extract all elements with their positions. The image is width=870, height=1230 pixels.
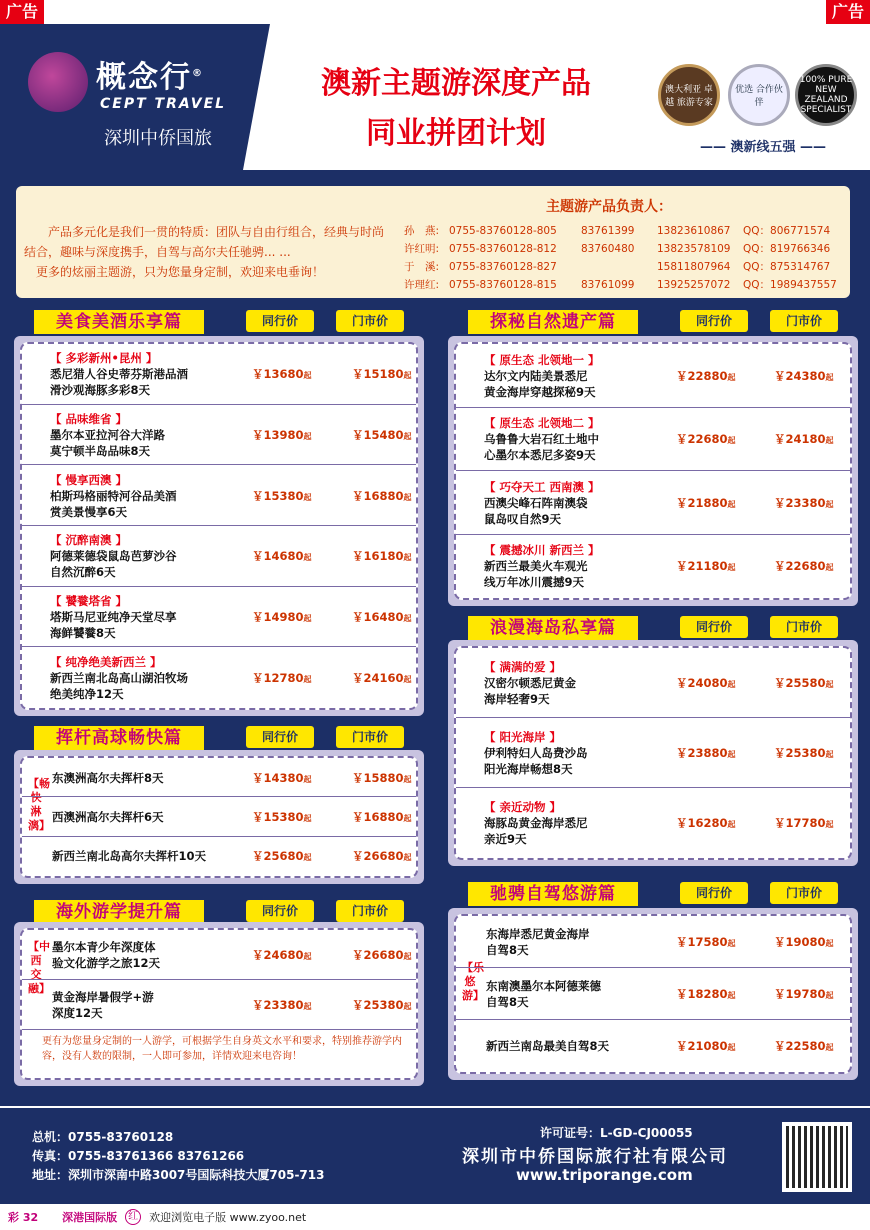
price-unit: 起 bbox=[825, 499, 834, 509]
price-unit: 起 bbox=[303, 613, 312, 623]
product-name: 东澳洲高尔夫挥杆8天 bbox=[52, 770, 164, 785]
price-value: ￥22580 bbox=[774, 1039, 826, 1053]
price-unit: 起 bbox=[727, 563, 736, 573]
top-five-label: —— 澳新线五强 —— bbox=[699, 140, 827, 155]
price-unit: 起 bbox=[303, 1002, 312, 1011]
price-value: ￥19780 bbox=[774, 987, 826, 1001]
price-value: ￥22680 bbox=[676, 432, 728, 447]
page-title: 澳新主题游深度产品 bbox=[321, 66, 591, 101]
product-row[interactable] bbox=[22, 587, 416, 648]
product-name: 新西兰南岛最美自驾8天 bbox=[486, 1039, 610, 1053]
product-row[interactable] bbox=[22, 647, 416, 708]
market-price bbox=[352, 670, 412, 686]
price-value: ￥25380 bbox=[352, 998, 404, 1012]
peer-price bbox=[252, 997, 312, 1013]
market-price bbox=[774, 934, 834, 950]
drive-product-box bbox=[448, 908, 858, 1080]
product-name-line2: 鼠岛叹自然9天 bbox=[484, 511, 562, 526]
price-unit: 起 bbox=[727, 680, 736, 689]
contact-fax: 83761399 bbox=[581, 225, 635, 237]
price-unit: 起 bbox=[727, 991, 736, 1000]
price-unit: 起 bbox=[727, 499, 736, 509]
price-value: ￥15880 bbox=[352, 770, 404, 785]
price-value: ￥24680 bbox=[252, 948, 304, 962]
product-name: 柏斯玛格丽特河谷品美酒 bbox=[50, 488, 177, 503]
price-unit: 起 bbox=[825, 1043, 834, 1052]
contact-name: 许红明: bbox=[404, 243, 440, 255]
peer-price bbox=[676, 495, 736, 511]
price-unit: 起 bbox=[403, 371, 412, 381]
golf-product-box bbox=[14, 750, 424, 884]
product-name-line2: 莫宁顿半岛品味8天 bbox=[50, 443, 151, 458]
site-link[interactable]: 欢迎浏览电子版 www.zyoo.net bbox=[149, 1211, 307, 1224]
market-price bbox=[774, 1038, 834, 1054]
product-row[interactable] bbox=[22, 980, 416, 1030]
nature-product-box bbox=[448, 336, 858, 606]
price-unit: 起 bbox=[727, 939, 736, 948]
product-tag: 【 阳光海岸 】 bbox=[484, 730, 562, 744]
price-unit: 起 bbox=[727, 1043, 736, 1052]
peer-price bbox=[676, 815, 736, 831]
price-unit: 起 bbox=[825, 372, 834, 382]
product-name: 西澳洲高尔夫挥杆6天 bbox=[52, 809, 164, 824]
price-value: ￥15380 bbox=[252, 809, 304, 824]
market-price bbox=[774, 558, 834, 574]
product-row[interactable] bbox=[456, 788, 850, 858]
product-name-line2: 自然沉醉6天 bbox=[50, 565, 116, 580]
product-row[interactable] bbox=[456, 648, 850, 718]
price-unit: 起 bbox=[825, 939, 834, 948]
price-unit: 起 bbox=[403, 613, 412, 623]
market-price bbox=[352, 770, 412, 786]
product-name: 西澳尖峰石阵南澳袋 bbox=[484, 495, 588, 510]
logo-icon bbox=[28, 52, 88, 112]
contact-qq: QQ：806771574 bbox=[743, 225, 831, 237]
price-unit: 起 bbox=[825, 750, 834, 759]
company-name: 深圳市中侨国际旅行社有限公司 bbox=[462, 1147, 728, 1167]
product-tag: 【 沉醉南澳 】 bbox=[50, 533, 128, 548]
peer-price bbox=[252, 609, 312, 625]
price-unit: 起 bbox=[303, 952, 312, 961]
product-row[interactable] bbox=[456, 344, 850, 408]
market-price bbox=[774, 431, 834, 447]
market-price bbox=[774, 986, 834, 1002]
price-value: ￥24380 bbox=[774, 368, 826, 383]
ad-label-right: 广告 bbox=[826, 0, 870, 24]
price-value: ￥13980 bbox=[252, 427, 304, 442]
price-unit: 起 bbox=[825, 563, 834, 573]
product-row[interactable] bbox=[456, 1020, 850, 1072]
product-name-line2: 线万年冰川震撼9天 bbox=[484, 575, 585, 590]
product-row[interactable] bbox=[456, 968, 850, 1020]
island-product-box bbox=[448, 640, 858, 866]
contact-fax: 83760480 bbox=[581, 243, 635, 255]
product-name-line2: 绝美纯净12天 bbox=[50, 686, 124, 701]
product-name: 悉尼猎人谷史蒂芬斯港品酒 bbox=[50, 367, 188, 382]
product-name: 乌鲁鲁大岩石红土地中 bbox=[484, 432, 599, 447]
product-name: 黄金海岸暑假学+游 bbox=[52, 990, 154, 1004]
price-value: ￥24080 bbox=[676, 676, 728, 690]
market-price bbox=[352, 366, 412, 382]
price-value: ￥17780 bbox=[774, 816, 826, 830]
contact-mob: 13823610867 bbox=[657, 225, 731, 237]
page-number: 彩 32 bbox=[8, 1211, 39, 1224]
website-link[interactable]: www.triporange.com bbox=[516, 1166, 693, 1184]
island-section-title: 浪漫海岛私享篇 bbox=[468, 616, 638, 640]
contact-tel: 0755-83760128-827 bbox=[449, 261, 557, 273]
study-product-box bbox=[14, 922, 424, 1086]
contact-qq: QQ：875314767 bbox=[743, 261, 831, 273]
product-row[interactable] bbox=[22, 526, 416, 587]
product-row[interactable] bbox=[22, 465, 416, 526]
product-name: 东南澳墨尔本阿德莱德 bbox=[486, 979, 601, 993]
product-name-line2: 自驾8天 bbox=[486, 995, 529, 1009]
price-value: ￥26680 bbox=[352, 948, 404, 962]
price-value: ￥16880 bbox=[352, 809, 404, 824]
product-name-line2: 验文化游学之旅12天 bbox=[52, 956, 161, 970]
peer-price bbox=[676, 934, 736, 950]
price-value: ￥21180 bbox=[676, 559, 728, 574]
price-unit: 起 bbox=[403, 813, 412, 823]
logo-subtitle: 深圳中侨国旅 bbox=[104, 128, 212, 149]
intro-panel bbox=[16, 186, 850, 298]
price-unit: 起 bbox=[403, 431, 412, 441]
price-value: ￥16280 bbox=[676, 816, 728, 830]
price-value: ￥16480 bbox=[352, 609, 404, 624]
product-name: 墨尔本青少年深度体 bbox=[52, 940, 156, 954]
price-value: ￥23380 bbox=[252, 998, 304, 1012]
logo-text: 概念行® bbox=[96, 60, 204, 95]
product-row[interactable] bbox=[22, 797, 416, 836]
product-name-line2: 自驾8天 bbox=[486, 943, 529, 957]
price-value: ￥25380 bbox=[774, 746, 826, 760]
contact-row bbox=[404, 222, 843, 240]
price-value: ￥23380 bbox=[774, 495, 826, 510]
nature-product-list bbox=[454, 342, 852, 600]
drive-section-title: 驰骋自驾悠游篇 bbox=[468, 882, 638, 906]
product-name-line2: 黄金海岸穿越探秘9天 bbox=[484, 384, 596, 399]
product-tag: 【 饕餮塔省 】 bbox=[50, 593, 128, 608]
market-price-header: 门市价 bbox=[336, 310, 404, 332]
license-number: 许可证号：L-GD-CJ00055 bbox=[540, 1126, 693, 1140]
price-unit: 起 bbox=[303, 813, 312, 823]
page-footer bbox=[0, 1204, 870, 1230]
product-tag: 【 亲近动物 】 bbox=[484, 800, 562, 814]
price-value: ￥25680 bbox=[252, 849, 304, 864]
price-unit: 起 bbox=[727, 820, 736, 829]
price-value: ￥16180 bbox=[352, 549, 404, 564]
food-section-title: 美食美酒乐享篇 bbox=[34, 310, 204, 334]
price-unit: 起 bbox=[825, 820, 834, 829]
price-unit: 起 bbox=[303, 431, 312, 441]
price-value: ￥26680 bbox=[352, 849, 404, 864]
food-product-box bbox=[14, 336, 424, 716]
product-row[interactable] bbox=[456, 408, 850, 472]
product-row[interactable] bbox=[456, 916, 850, 968]
contacts-title: 主题游产品负责人： bbox=[546, 199, 672, 215]
market-price-header: 门市价 bbox=[336, 900, 404, 922]
island-product-list bbox=[454, 646, 852, 860]
product-name: 东海岸悉尼黄金海岸 bbox=[486, 927, 590, 941]
price-unit: 起 bbox=[727, 750, 736, 759]
ad-label-left: 广告 bbox=[0, 0, 44, 24]
price-value: ￥22680 bbox=[774, 559, 826, 574]
market-price bbox=[352, 609, 412, 625]
price-value: ￥24160 bbox=[352, 670, 404, 685]
peer-price bbox=[676, 986, 736, 1002]
price-unit: 起 bbox=[303, 492, 312, 502]
market-price bbox=[774, 368, 834, 384]
price-unit: 起 bbox=[303, 853, 312, 863]
product-tag: 【 震撼冰川 新西兰 】 bbox=[484, 543, 600, 558]
market-price bbox=[774, 815, 834, 831]
price-unit: 起 bbox=[727, 372, 736, 382]
contact-mob: 13925257072 bbox=[657, 279, 731, 291]
contact-tel: 0755-83760128-815 bbox=[449, 279, 557, 291]
price-value: ￥21080 bbox=[676, 1039, 728, 1053]
nature-section-title: 探秘自然遗产篇 bbox=[468, 310, 638, 334]
peer-price bbox=[676, 1038, 736, 1054]
contact-row bbox=[404, 258, 843, 276]
logo-english: CEPT TRAVEL bbox=[100, 96, 227, 112]
price-value: ￥16880 bbox=[352, 488, 404, 503]
peer-price bbox=[676, 745, 736, 761]
peer-price bbox=[252, 427, 312, 443]
price-value: ￥22880 bbox=[676, 368, 728, 383]
product-name: 新西兰南北岛高山湖泊牧场 bbox=[50, 670, 188, 685]
study-note: 更有为您量身定制的一人游学，可根据学生自身英文水平和要求，特别推荐游学内容，没有人数的限制，一人即可参加，详情欢迎来电咨询！ bbox=[42, 1036, 402, 1062]
product-name-line2: 心墨尔本悉尼多姿9天 bbox=[484, 448, 596, 463]
product-name: 海豚岛黄金海岸悉尼 bbox=[484, 816, 588, 830]
product-name-line2: 亲近9天 bbox=[484, 832, 527, 846]
intro-text: 产品多元化是我们一贯的特质：团队与自由行组合，经典与时尚结合，趣味与深度携手，自驾与高尔夫任驰骋... ... 更多的炫丽主题游，只为您量身定制，欢迎来电垂询！ bbox=[24, 225, 385, 279]
price-value: ￥25580 bbox=[774, 676, 826, 690]
edition-label: 深港国际版 bbox=[62, 1211, 118, 1224]
footer bbox=[0, 1106, 870, 1204]
price-unit: 起 bbox=[303, 371, 312, 381]
expert-badge-icon: 澳大利亚 卓越 旅游专家 bbox=[658, 64, 720, 126]
product-tag: 【 巧夺天工 西南澳 】 bbox=[484, 479, 600, 494]
price-unit: 起 bbox=[403, 553, 412, 563]
market-price bbox=[352, 488, 412, 504]
product-row[interactable] bbox=[456, 718, 850, 788]
product-row[interactable] bbox=[456, 535, 850, 599]
price-unit: 起 bbox=[303, 674, 312, 684]
contact-name: 于 溪: bbox=[404, 261, 440, 273]
market-price-header: 门市价 bbox=[336, 726, 404, 748]
product-name-line2: 赏美景慢享6天 bbox=[50, 504, 128, 519]
peer-price bbox=[676, 431, 736, 447]
peer-price bbox=[252, 670, 312, 686]
product-name: 塔斯马尼亚纯净天堂尽享 bbox=[50, 609, 177, 624]
market-price-header: 门市价 bbox=[770, 616, 838, 638]
price-value: ￥15180 bbox=[352, 367, 404, 382]
price-value: ￥14980 bbox=[252, 609, 304, 624]
price-value: ￥12780 bbox=[252, 670, 304, 685]
price-value: ￥14680 bbox=[252, 549, 304, 564]
peer-price-header: 同行价 bbox=[246, 726, 314, 748]
product-row[interactable] bbox=[456, 471, 850, 535]
product-row[interactable] bbox=[22, 758, 416, 797]
peer-price bbox=[252, 770, 312, 786]
study-product-list bbox=[20, 928, 418, 1080]
product-row[interactable] bbox=[22, 837, 416, 876]
contact-row bbox=[404, 240, 843, 258]
price-unit: 起 bbox=[403, 853, 412, 863]
price-value: ￥19080 bbox=[774, 935, 826, 949]
price-unit: 起 bbox=[303, 553, 312, 563]
peer-price bbox=[252, 366, 312, 382]
peer-price-header: 同行价 bbox=[680, 616, 748, 638]
price-value: ￥18280 bbox=[676, 987, 728, 1001]
contact-fax bbox=[581, 258, 657, 276]
product-row[interactable] bbox=[22, 405, 416, 466]
price-unit: 起 bbox=[403, 774, 412, 784]
product-tag: 【 纯净绝美新西兰 】 bbox=[50, 654, 162, 669]
product-name-line2: 阳光海岸畅想8天 bbox=[484, 762, 573, 776]
peer-price-header: 同行价 bbox=[246, 310, 314, 332]
golf-section-title: 挥杆高球畅快篇 bbox=[34, 726, 204, 750]
market-price bbox=[352, 947, 412, 963]
product-name: 新西兰最美火车观光 bbox=[484, 559, 588, 574]
peer-price-header: 同行价 bbox=[680, 310, 748, 332]
contact-row bbox=[404, 276, 843, 294]
product-name-line2: 海鲜饕餮8天 bbox=[50, 625, 116, 640]
peer-price-header: 同行价 bbox=[680, 882, 748, 904]
food-product-list bbox=[20, 342, 418, 710]
partner-badge-icon: 优选 合作伙伴 bbox=[728, 64, 790, 126]
price-unit: 起 bbox=[825, 436, 834, 446]
contact-qq: QQ：1989437557 bbox=[743, 279, 837, 291]
price-unit: 起 bbox=[727, 436, 736, 446]
price-unit: 起 bbox=[403, 1002, 412, 1011]
product-tag: 【 满满的爱 】 bbox=[484, 660, 562, 674]
market-price bbox=[774, 675, 834, 691]
market-price bbox=[352, 809, 412, 825]
top-strip bbox=[0, 0, 870, 24]
product-name: 新西兰南北岛高尔夫挥杆10天 bbox=[52, 849, 207, 864]
peer-price bbox=[676, 558, 736, 574]
golf-side-label: 【畅快淋漓】 bbox=[28, 777, 50, 832]
market-price-header: 门市价 bbox=[770, 310, 838, 332]
contact-name: 孙 燕: bbox=[404, 225, 440, 237]
drive-side-label: 【乐悠游】 bbox=[462, 961, 484, 1002]
price-value: ￥23880 bbox=[676, 746, 728, 760]
peer-price bbox=[252, 548, 312, 564]
product-name: 阿德莱德袋鼠岛芭萝沙谷 bbox=[50, 549, 177, 564]
market-price bbox=[352, 427, 412, 443]
peer-price bbox=[676, 368, 736, 384]
contact-name: 许理红: bbox=[404, 279, 440, 291]
contact-mob: 13823578109 bbox=[657, 243, 731, 255]
price-value: ￥14380 bbox=[252, 770, 304, 785]
product-name: 伊利特妇人岛费沙岛 bbox=[484, 746, 588, 760]
price-value: ￥17580 bbox=[676, 935, 728, 949]
product-name: 墨尔本亚拉河谷大洋路 bbox=[50, 427, 165, 442]
contact-mob: 15811807964 bbox=[657, 261, 731, 273]
price-value: ￥15380 bbox=[252, 488, 304, 503]
peer-price-header: 同行价 bbox=[246, 900, 314, 922]
peer-price bbox=[252, 809, 312, 825]
price-unit: 起 bbox=[303, 774, 312, 784]
drive-product-list bbox=[454, 914, 852, 1074]
contact-fax: 83761099 bbox=[581, 279, 635, 291]
peer-price bbox=[252, 848, 312, 864]
page-subtitle: 同业拼团计划 bbox=[366, 116, 546, 151]
peer-price bbox=[252, 947, 312, 963]
contact-tel: 0755-83760128-812 bbox=[449, 243, 557, 255]
product-name-line2: 海岸轻奢9天 bbox=[484, 692, 550, 706]
product-row[interactable] bbox=[22, 930, 416, 980]
price-value: ￥24180 bbox=[774, 432, 826, 447]
contact-tel: 0755-83760128-805 bbox=[449, 225, 557, 237]
price-value: ￥21880 bbox=[676, 495, 728, 510]
study-section-title: 海外游学提升篇 bbox=[34, 900, 204, 924]
peer-price bbox=[252, 488, 312, 504]
contact-qq: QQ：819766346 bbox=[743, 243, 831, 255]
price-unit: 起 bbox=[403, 674, 412, 684]
product-name: 汉密尔顿悉尼黄金 bbox=[484, 676, 576, 690]
price-value: ￥15480 bbox=[352, 427, 404, 442]
product-tag: 【 品味维省 】 bbox=[50, 411, 128, 426]
qr-code-icon[interactable] bbox=[782, 1122, 852, 1192]
golf-product-list bbox=[20, 756, 418, 878]
product-tag: 【 慢享西澳 】 bbox=[50, 472, 128, 487]
price-unit: 起 bbox=[825, 680, 834, 689]
nz-specialist-badge-icon: 100% PURE NEW ZEALAND SPECIALIST bbox=[795, 64, 857, 126]
price-value: ￥13680 bbox=[252, 367, 304, 382]
price-unit: 起 bbox=[403, 952, 412, 961]
market-price-header: 门市价 bbox=[770, 882, 838, 904]
price-unit: 起 bbox=[825, 991, 834, 1000]
edition-mark-icon: 红 bbox=[125, 1209, 141, 1225]
product-row[interactable] bbox=[22, 344, 416, 405]
peer-price bbox=[676, 675, 736, 691]
product-tag: 【 多彩新州•昆州 】 bbox=[50, 351, 158, 366]
price-unit: 起 bbox=[403, 492, 412, 502]
product-tag: 【 原生态 北领地二 】 bbox=[484, 416, 600, 431]
market-price bbox=[774, 495, 834, 511]
contacts-list bbox=[404, 222, 843, 294]
market-price bbox=[352, 997, 412, 1013]
market-price bbox=[352, 848, 412, 864]
footer-contact: 总机：0755-83760128 传真：0755-83761366 83761266 地址：深圳市深南中路3007号国际科技大厦705-713 bbox=[32, 1130, 325, 1182]
product-tag: 【 原生态 北领地一 】 bbox=[484, 352, 600, 367]
product-name-line2: 深度12天 bbox=[52, 1006, 103, 1020]
market-price bbox=[352, 548, 412, 564]
market-price bbox=[774, 745, 834, 761]
study-side-label: 【中西交融】 bbox=[28, 940, 50, 995]
product-name-line2: 滑沙观海豚多彩8天 bbox=[50, 383, 151, 398]
product-name: 达尔文内陆美景悉尼 bbox=[484, 368, 588, 383]
